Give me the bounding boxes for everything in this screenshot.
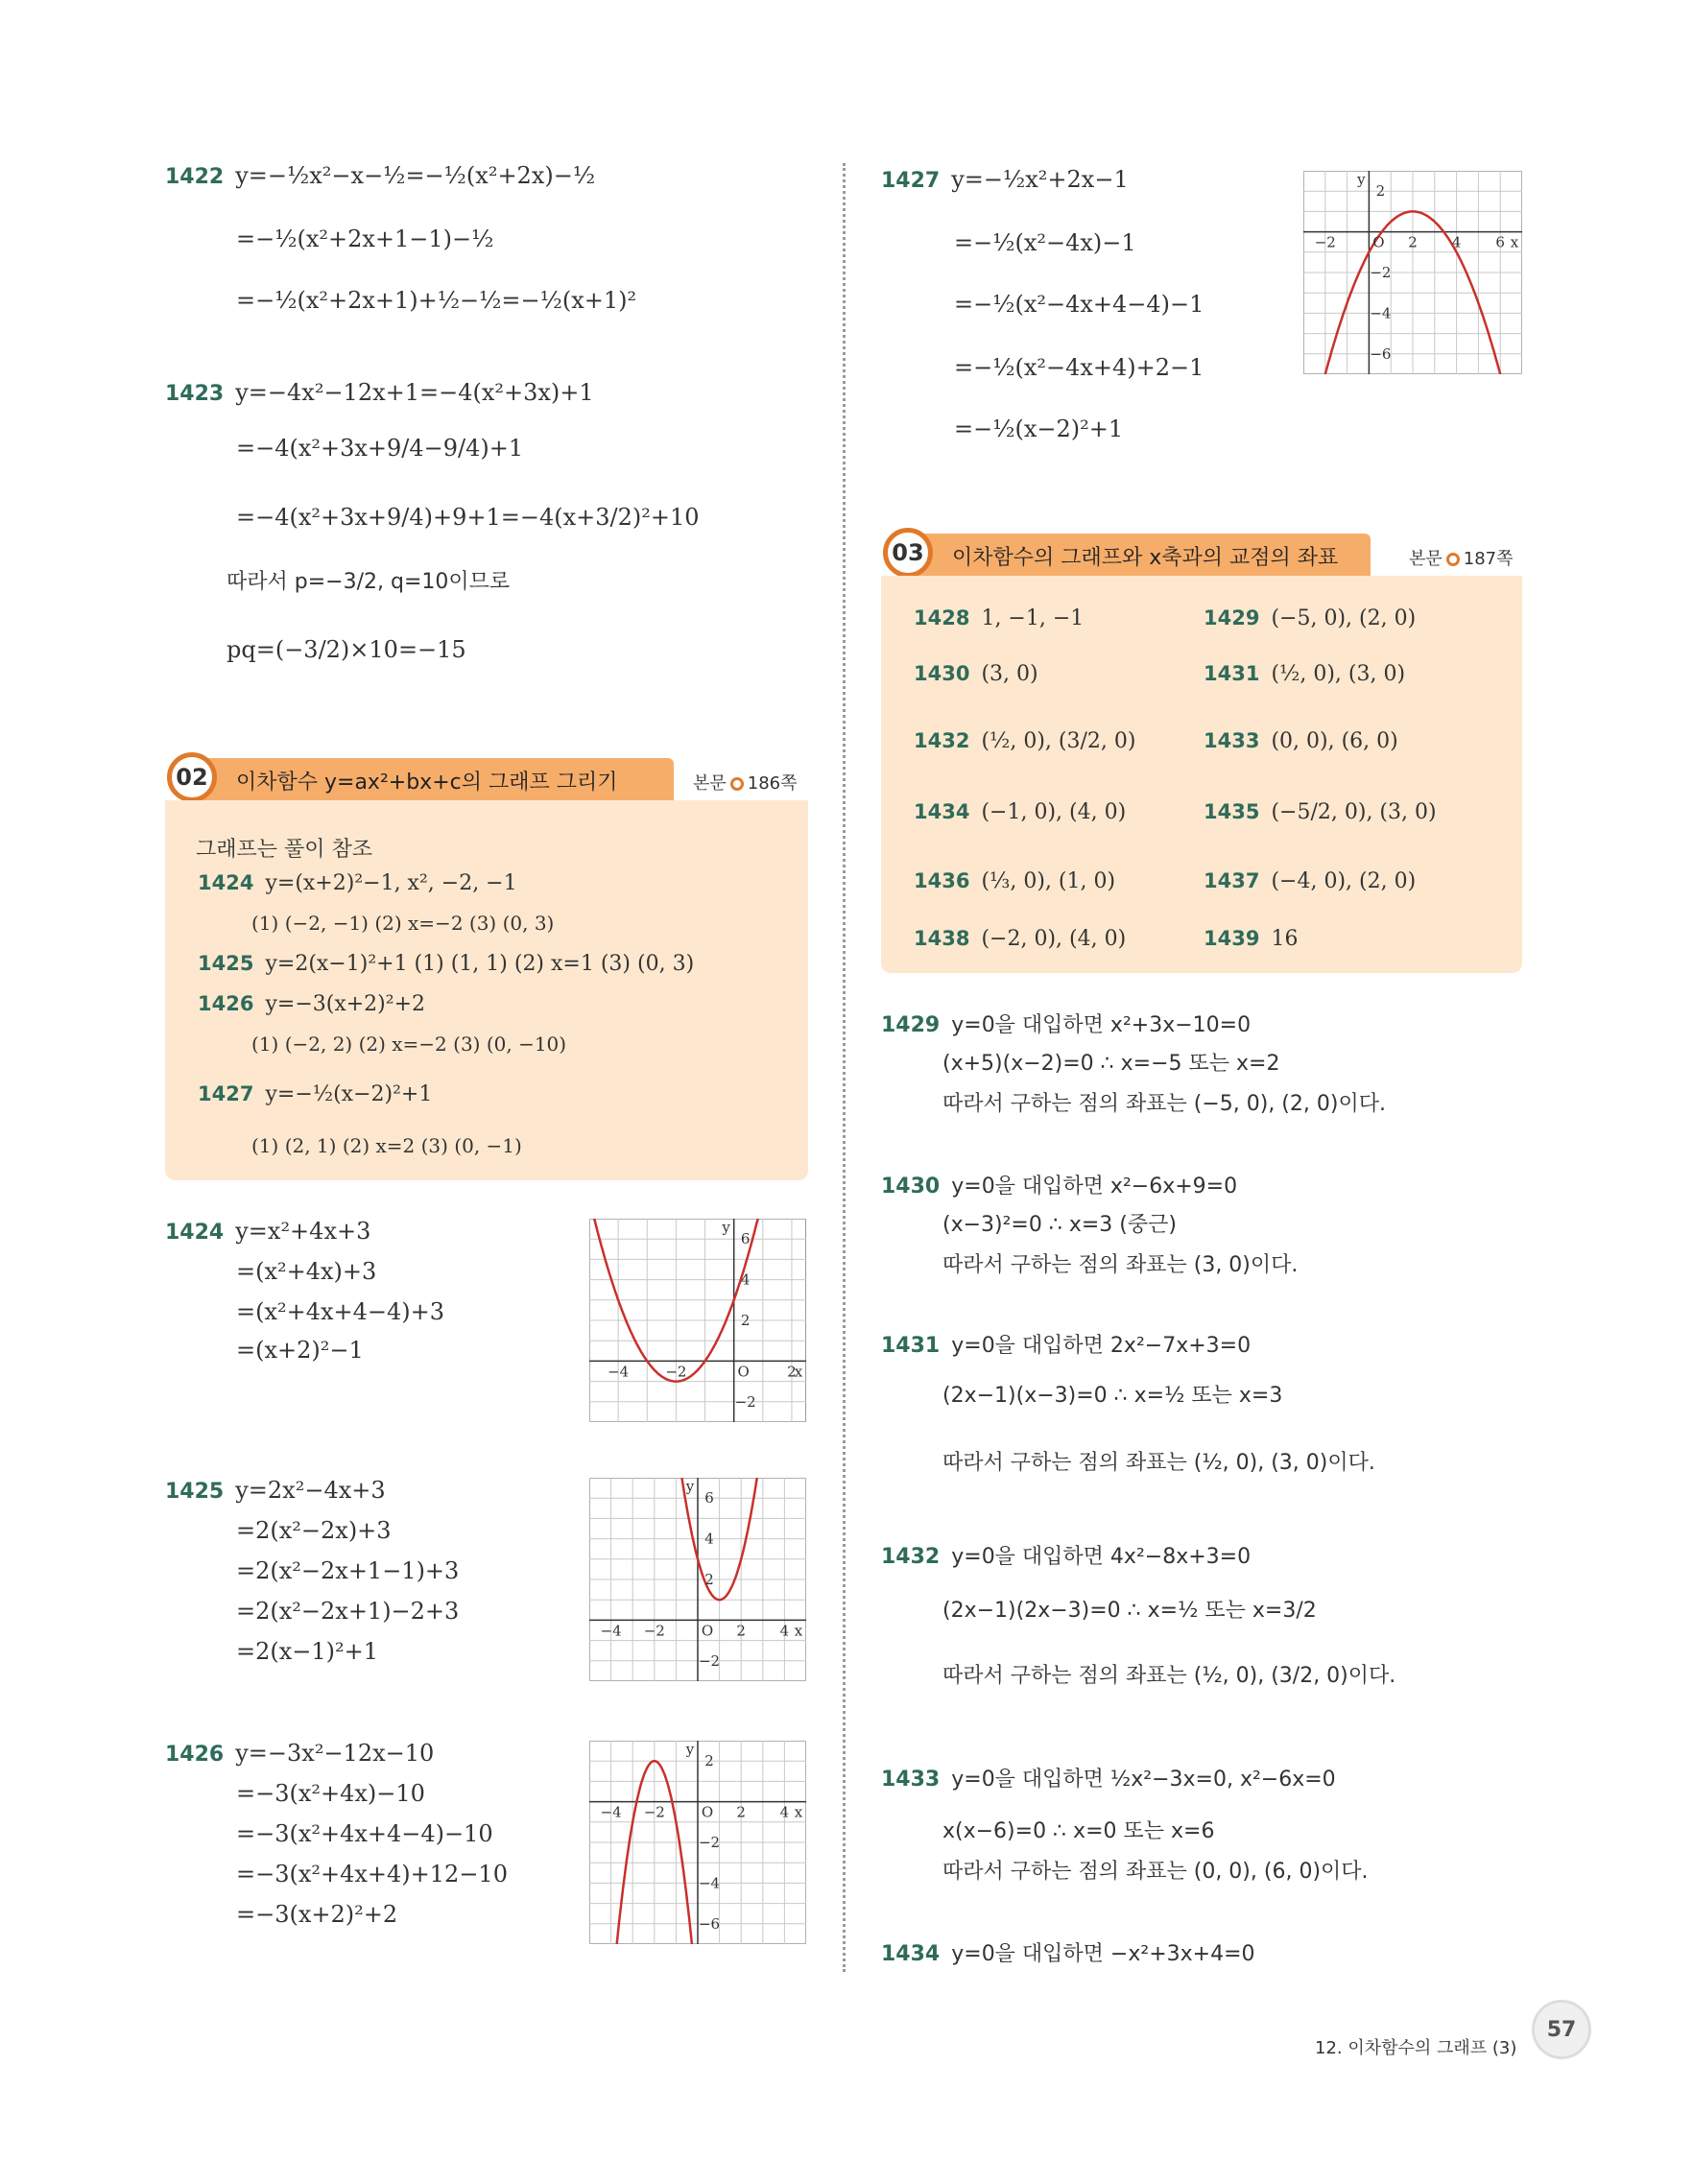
answer-value: (⅓, 0), (1, 0) bbox=[981, 869, 1116, 893]
y-tick-label: 4 bbox=[704, 1530, 714, 1548]
equation-line: =−½(x²−4x+4)+2−1 bbox=[954, 354, 1204, 381]
x-tick-label: 4 bbox=[779, 1622, 790, 1640]
origin-label: O bbox=[701, 1622, 714, 1640]
answer-item-1434 bbox=[914, 800, 1126, 824]
answer-detail: (1) (−2, 2) (2) x=−2 (3) (0, −10) bbox=[251, 1033, 567, 1056]
x-tick-label: 2 bbox=[736, 1622, 746, 1640]
answer-value: (3, 0) bbox=[981, 662, 1038, 686]
problem-number: 1429 bbox=[881, 1013, 941, 1037]
answer-value: (−4, 0), (2, 0) bbox=[1271, 869, 1417, 893]
answer-item-1436 bbox=[914, 869, 1115, 893]
answer-item-1439 bbox=[1204, 927, 1298, 951]
y-tick-label: −4 bbox=[698, 1874, 721, 1892]
y-tick-label: 2 bbox=[704, 1752, 714, 1770]
section-badge: 02 bbox=[167, 752, 217, 802]
equation-line: =(x²+4x)+3 bbox=[236, 1258, 377, 1285]
problem-number: 1423 bbox=[165, 382, 225, 406]
section-title: 이차함수 y=ax²+bx+c의 그래프 그리기 bbox=[236, 771, 618, 795]
y-tick-label: 6 bbox=[704, 1489, 714, 1507]
x-tick-label: −2 bbox=[1314, 233, 1336, 251]
equation-line: (x+5)(x−2)=0 ∴ x=−5 또는 x=2 bbox=[942, 1052, 1280, 1076]
equation-line: y=−4x²−12x+1=−4(x²+3x)+1 bbox=[235, 379, 594, 406]
origin-label: O bbox=[1372, 233, 1385, 251]
conclusion-line: 따라서 구하는 점의 좌표는 (−5, 0), (2, 0)이다. bbox=[942, 1092, 1386, 1116]
y-tick-label: −4 bbox=[1370, 304, 1392, 322]
y-tick-label: 6 bbox=[740, 1230, 751, 1248]
answer-item-1437 bbox=[1204, 869, 1416, 893]
equation-line: =−3(x²+4x+4)+12−10 bbox=[236, 1861, 508, 1887]
problem-number: 1430 bbox=[881, 1175, 941, 1199]
x-tick-label: −4 bbox=[608, 1363, 630, 1381]
answer-number: 1439 bbox=[1204, 927, 1260, 950]
equation-line: =−½(x²+2x+1)+½−½=−½(x+1)² bbox=[236, 287, 637, 314]
equation-line: =−3(x²+4x)−10 bbox=[236, 1780, 425, 1807]
arrow-circle-icon bbox=[730, 777, 744, 791]
section-title: 이차함수의 그래프와 x축과의 교점의 좌표 bbox=[952, 546, 1339, 570]
x-tick-label: 2 bbox=[1408, 233, 1418, 251]
arrow-circle-icon bbox=[1446, 553, 1460, 566]
x-tick-label: −4 bbox=[600, 1803, 622, 1821]
y-axis-label: y bbox=[1357, 171, 1366, 188]
answer-item-1433 bbox=[1204, 729, 1398, 753]
equation-line: =2(x−1)²+1 bbox=[236, 1638, 379, 1665]
x-axis-label: x bbox=[794, 1803, 803, 1821]
equation-line: pq=(−3/2)×10=−15 bbox=[227, 636, 466, 663]
problem-number: 1434 bbox=[881, 1942, 941, 1966]
equation-line: =−4(x²+3x+9/4−9/4)+1 bbox=[236, 435, 524, 462]
column-divider bbox=[843, 163, 846, 1972]
x-tick-label: 2 bbox=[736, 1803, 746, 1821]
equation-line: =−4(x²+3x+9/4)+9+1=−4(x+3/2)²+10 bbox=[236, 504, 700, 531]
y-tick-label: 2 bbox=[1375, 182, 1386, 201]
answer-value: (−5/2, 0), (3, 0) bbox=[1271, 800, 1437, 824]
y-tick-label: −2 bbox=[1370, 264, 1392, 281]
answer-item-1438 bbox=[914, 927, 1126, 951]
x-axis-label: x bbox=[794, 1622, 803, 1640]
answer-number: 1433 bbox=[1204, 729, 1260, 752]
answer-intro: 그래프는 풀이 참조 bbox=[196, 838, 373, 862]
answer-item-1430 bbox=[914, 662, 1038, 686]
y-axis-label: y bbox=[685, 1478, 695, 1495]
equation-line: x(x−6)=0 ∴ x=0 또는 x=6 bbox=[942, 1819, 1215, 1843]
x-tick-label: −2 bbox=[643, 1622, 665, 1640]
y-tick-label: −6 bbox=[698, 1914, 721, 1933]
answer-value: (0, 0), (6, 0) bbox=[1271, 729, 1398, 753]
answer-item-1435 bbox=[1204, 800, 1437, 824]
x-tick-label: 6 bbox=[1495, 233, 1505, 251]
problem-number: 1431 bbox=[881, 1334, 941, 1358]
answer-item-1431 bbox=[1204, 662, 1405, 686]
x-axis-label: x bbox=[794, 1363, 803, 1381]
problem-number: 1432 bbox=[881, 1545, 941, 1569]
x-axis-label: x bbox=[1510, 233, 1519, 251]
section-badge: 03 bbox=[883, 528, 933, 578]
answer-number: 1425 bbox=[198, 952, 254, 975]
conclusion-line: 따라서 구하는 점의 좌표는 (3, 0)이다. bbox=[942, 1253, 1299, 1277]
equation-line: (2x−1)(x−3)=0 ∴ x=½ 또는 x=3 bbox=[942, 1384, 1283, 1408]
answer-value: (−2, 0), (4, 0) bbox=[981, 927, 1127, 951]
equation-line: (2x−1)(2x−3)=0 ∴ x=½ 또는 x=3/2 bbox=[942, 1599, 1317, 1623]
answer-number: 1424 bbox=[198, 871, 254, 894]
page-number: 57 bbox=[1532, 2000, 1591, 2059]
answer-detail: (1) (−2, −1) (2) x=−2 (3) (0, 3) bbox=[251, 912, 555, 935]
equation-line: =−3(x²+4x+4−4)−10 bbox=[236, 1820, 493, 1847]
conclusion-line: 따라서 p=−3/2, q=10이므로 bbox=[227, 570, 511, 594]
answer-item-1429 bbox=[1204, 606, 1416, 630]
y-tick-label: −2 bbox=[734, 1392, 756, 1411]
answer-item-1432 bbox=[914, 729, 1135, 753]
problem-number: 1424 bbox=[165, 1221, 225, 1245]
y-tick-label: 4 bbox=[740, 1270, 751, 1289]
answer-value: (½, 0), (3/2, 0) bbox=[981, 729, 1136, 753]
answer-number: 1428 bbox=[914, 606, 970, 629]
answer-value: 16 bbox=[1271, 927, 1299, 951]
answer-number: 1429 bbox=[1204, 606, 1260, 629]
problem-number: 1426 bbox=[165, 1743, 225, 1767]
answer-box bbox=[881, 576, 1522, 973]
conclusion-line: 따라서 구하는 점의 좌표는 (½, 0), (3, 0)이다. bbox=[942, 1451, 1375, 1475]
answer-value: (−1, 0), (4, 0) bbox=[981, 800, 1127, 824]
equation-line: =2(x²−2x+1−1)+3 bbox=[236, 1557, 460, 1584]
graph-1427 bbox=[1303, 171, 1522, 374]
y-tick-label: −2 bbox=[698, 1834, 721, 1851]
answer-item-1428 bbox=[914, 606, 1084, 630]
equation-line: (x−3)²=0 ∴ x=3 (중근) bbox=[942, 1213, 1177, 1237]
answer-value: (½, 0), (3, 0) bbox=[1271, 662, 1406, 686]
answer-number: 1438 bbox=[914, 927, 970, 950]
equation-line: =2(x²−2x+1)−2+3 bbox=[236, 1598, 460, 1625]
section-page-ref: 본문 186쪽 bbox=[693, 773, 798, 794]
equation-line: =−½(x²+2x+1−1)−½ bbox=[236, 226, 494, 252]
answer-number: 1430 bbox=[914, 662, 970, 685]
answer-number: 1426 bbox=[198, 992, 254, 1015]
graph-1425 bbox=[589, 1478, 806, 1681]
chapter-footer: 12. 이차함수의 그래프 (3) bbox=[1315, 2038, 1517, 2058]
x-tick-label: 2 bbox=[787, 1363, 797, 1381]
x-tick-label: −4 bbox=[600, 1622, 622, 1640]
problem-number: 1427 bbox=[881, 169, 941, 193]
answer-number: 1437 bbox=[1204, 869, 1260, 892]
origin-label: O bbox=[701, 1803, 714, 1821]
problem-number: 1425 bbox=[165, 1480, 225, 1504]
equation-line: =2(x²−2x)+3 bbox=[236, 1517, 392, 1544]
y-tick-label: 2 bbox=[740, 1312, 751, 1329]
y-tick-label: −2 bbox=[698, 1651, 721, 1670]
answer-number: 1434 bbox=[914, 800, 970, 823]
answer-detail: (1) (2, 1) (2) x=2 (3) (0, −1) bbox=[251, 1134, 522, 1157]
answer-value: 1, −1, −1 bbox=[981, 606, 1085, 630]
y-axis-label: y bbox=[685, 1741, 695, 1758]
y-tick-label: 2 bbox=[704, 1571, 714, 1588]
y-tick-label: −6 bbox=[1370, 344, 1392, 363]
equation-line: =−3(x+2)²+2 bbox=[236, 1901, 398, 1928]
answer-number: 1431 bbox=[1204, 662, 1260, 685]
conclusion-line: 따라서 구하는 점의 좌표는 (0, 0), (6, 0)이다. bbox=[942, 1860, 1369, 1884]
y-axis-label: y bbox=[722, 1219, 730, 1236]
origin-label: O bbox=[737, 1363, 750, 1381]
x-tick-label: 4 bbox=[779, 1803, 790, 1821]
section-page-ref: 본문 187쪽 bbox=[1409, 549, 1514, 569]
graph-1426 bbox=[589, 1741, 806, 1944]
equation-line: =(x²+4x+4−4)+3 bbox=[236, 1298, 445, 1325]
answer-number: 1432 bbox=[914, 729, 970, 752]
equation-line: =−½(x−2)²+1 bbox=[954, 415, 1124, 442]
x-tick-label: −2 bbox=[643, 1803, 665, 1821]
answer-number: 1435 bbox=[1204, 800, 1260, 823]
problem-number: 1433 bbox=[881, 1768, 941, 1792]
x-tick-label: −2 bbox=[665, 1363, 687, 1381]
graph-1424 bbox=[589, 1219, 806, 1422]
problem-number: 1422 bbox=[165, 165, 225, 189]
answer-value: (−5, 0), (2, 0) bbox=[1271, 606, 1417, 630]
equation-line: =(x+2)²−1 bbox=[236, 1337, 364, 1364]
equation-line: =−½(x²−4x)−1 bbox=[954, 229, 1136, 256]
answer-number: 1436 bbox=[914, 869, 970, 892]
answer-number: 1427 bbox=[198, 1082, 254, 1105]
x-tick-label: 4 bbox=[1451, 233, 1462, 251]
equation-line: y=−½x²−x−½=−½(x²+2x)−½ bbox=[235, 162, 596, 189]
equation-line: =−½(x²−4x+4−4)−1 bbox=[954, 291, 1204, 318]
conclusion-line: 따라서 구하는 점의 좌표는 (½, 0), (3/2, 0)이다. bbox=[942, 1664, 1396, 1688]
